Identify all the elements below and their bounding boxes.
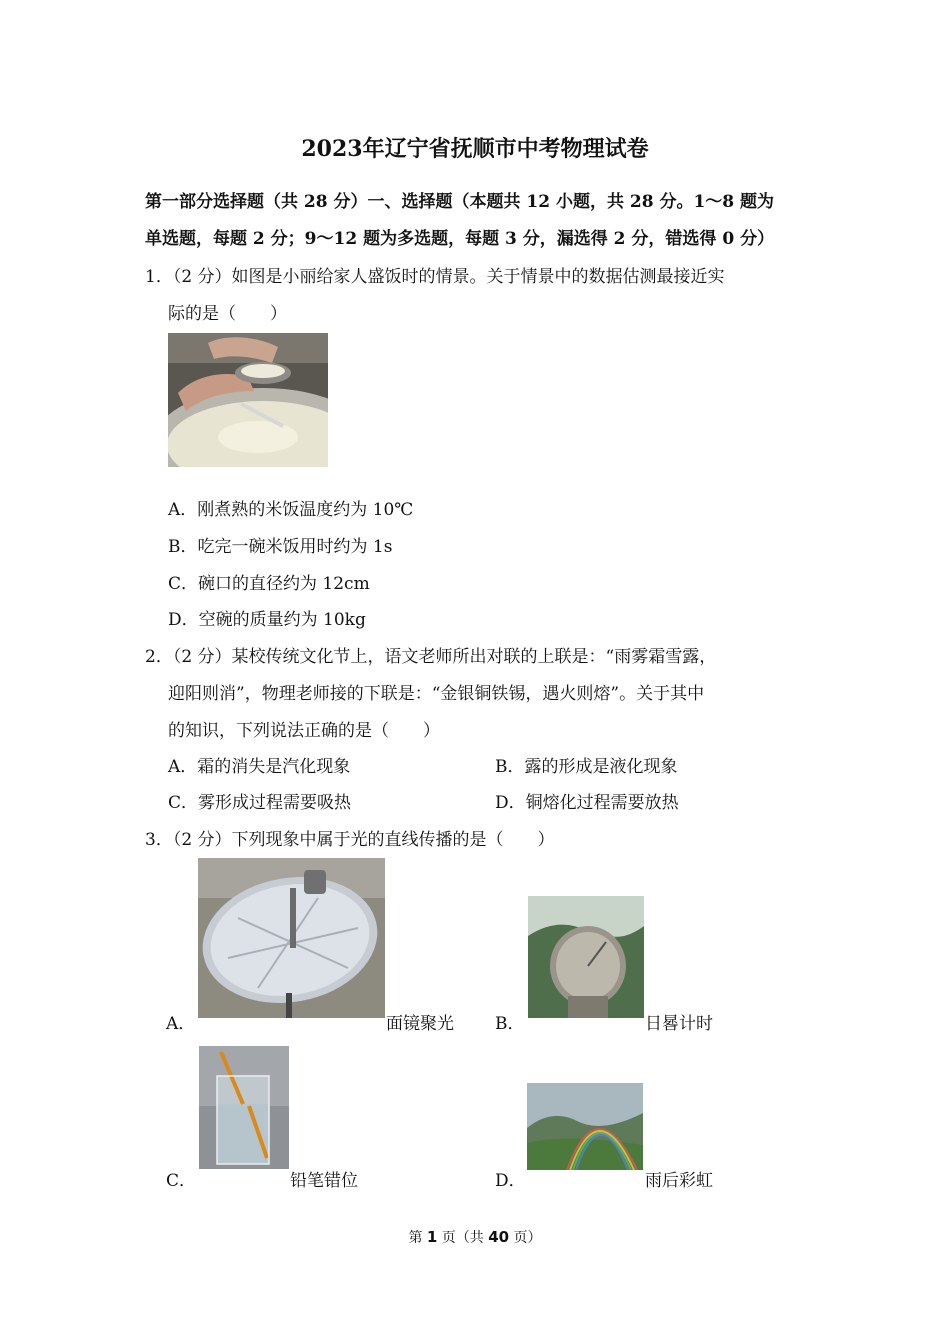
q2-stem-line-1: 2．（2 分）某校传统文化节上，语文老师所出对联的上联是：“雨雾霜雪露， xyxy=(145,647,717,667)
q1-stem-line-1: 1．（2 分）如图是小丽给家人盛饭时的情景。关于情景中的数据估测最接近实 xyxy=(145,267,725,287)
pencil-in-water-photo xyxy=(199,1046,289,1169)
q2-option-b: B．露的形成是液化现象 xyxy=(495,757,678,777)
q3-option-b-letter: B． xyxy=(495,1014,525,1034)
q2-stem-line-2: 迎阳则消”，物理老师接的下联是：“金银铜铁锡，遇火则熔”。关于其中 xyxy=(168,684,705,704)
q2-option-a: A．霜的消失是汽化现象 xyxy=(168,757,351,777)
q3-option-c-caption: 铅笔错位 xyxy=(290,1171,358,1191)
footer-suffix: 页） xyxy=(509,1230,542,1246)
q3-option-c-letter: C． xyxy=(166,1171,197,1191)
q3-option-d-caption: 雨后彩虹 xyxy=(645,1171,713,1191)
rainbow-photo xyxy=(527,1083,643,1170)
footer-page-total: 40 xyxy=(488,1228,510,1246)
q2-option-c: C．雾形成过程需要吸热 xyxy=(168,793,352,813)
footer-page-number: 1 xyxy=(426,1228,438,1246)
q2-stem-line-3: 的知识，下列说法正确的是（ ） xyxy=(168,721,440,741)
q1-option-a: A．刚煮熟的米饭温度约为 10℃ xyxy=(168,500,414,520)
section-heading-line-2: 单选题，每题 2 分；9～12 题为多选题，每题 3 分，漏选得 2 分，错选得 0 分） xyxy=(145,229,775,249)
q3-option-d-letter: D． xyxy=(495,1171,526,1191)
solar-mirror-photo xyxy=(198,858,385,1018)
section-heading-line-1: 第一部分选择题（共 28 分）一、选择题（本题共 12 小题，共 28 分。1～8 题为 xyxy=(145,192,775,212)
page-title: 2023年辽宁省抚顺市中考物理试卷 xyxy=(301,136,649,162)
q3-option-a-caption: 面镜聚光 xyxy=(386,1014,454,1034)
q3-stem: 3．（2 分）下列现象中属于光的直线传播的是（ ） xyxy=(145,830,555,850)
sundial-photo xyxy=(528,896,644,1018)
rice-serving-photo xyxy=(168,333,328,467)
footer-middle: 页（共 xyxy=(437,1230,489,1246)
q1-option-b: B．吃完一碗米饭用时约为 1s xyxy=(168,537,393,557)
q1-option-c: C．碗口的直径约为 12cm xyxy=(168,574,370,594)
q3-option-a-letter: A． xyxy=(166,1014,196,1034)
footer-prefix: 第 xyxy=(408,1230,427,1246)
q2-option-d: D．铜熔化过程需要放热 xyxy=(495,793,679,813)
q1-option-d: D．空碗的质量约为 10kg xyxy=(168,610,366,630)
q3-option-b-caption: 日晷计时 xyxy=(645,1014,713,1034)
page-footer xyxy=(0,1227,950,1247)
q1-stem-line-2: 际的是（ ） xyxy=(168,304,287,324)
